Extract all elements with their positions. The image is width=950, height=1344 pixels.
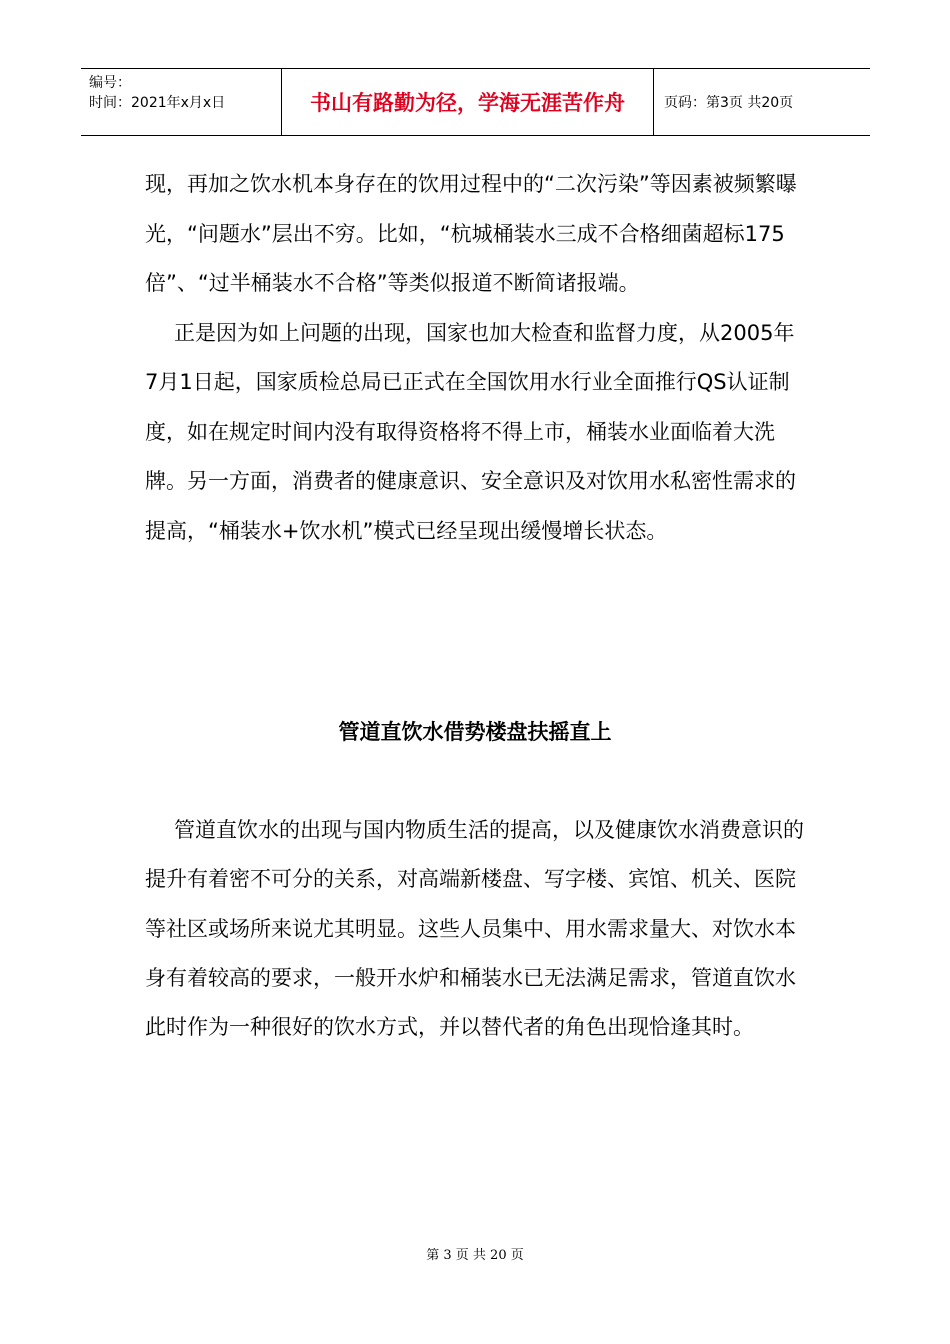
header-meta	[89, 73, 225, 113]
section-heading: 管道直饮水借势楼盘扶摇直上	[338, 720, 612, 744]
page-footer: 第 3 页 共 20 页	[426, 1248, 524, 1263]
body-text-block	[145, 160, 805, 556]
paragraph: 管道直饮水的出现与国内物质生活的提高，以及健康饮水消费意识的提升有着密不可分的关系，对高端新楼盘、写字楼、宾馆、机关、医院等社区或场所来说尤其明显。这些人员集中、用水需求量大、对饮水本身有着较高的要求，一般开水炉和桶装水已无法满足需求，管道直饮水此时作为一种很好的饮水方式，并以替代者的角色出现恰逢其时。	[145, 818, 804, 1040]
document-number-label: 编号：	[89, 75, 131, 91]
paragraph: 现，再加之饮水机本身存在的饮用过程中的“二次污染”等因素被频繁曝光，“问题水”层出不穷。比如，“杭城桶装水三成不合格细菌超标175倍”、“过半桶装水不合格”等类似报道不断简诸报端。	[145, 172, 797, 295]
page-header	[81, 68, 870, 136]
header-page-code: 页码：第3页 共20页	[664, 95, 794, 111]
header-divider	[653, 69, 654, 135]
paragraph: 正是因为如上问题的出现，国家也加大检查和监督力度，从2005年7月1日起，国家质检总局已正式在全国饮用水行业全面推行QS认证制度，如在规定时间内没有取得资格将不得上市，桶装水业面临着大洗牌。另一方面，消费者的健康意识、安全意识及对饮用水私密性需求的提高，“桶装水+饮水机”模式已经呈现出缓慢增长状态。	[145, 320, 796, 543]
body-text-block	[145, 806, 805, 1052]
header-motto: 书山有路勤为径，学海无涯苦作舟	[310, 91, 625, 115]
document-date-label: 时间：2021年x月x日	[89, 95, 226, 111]
